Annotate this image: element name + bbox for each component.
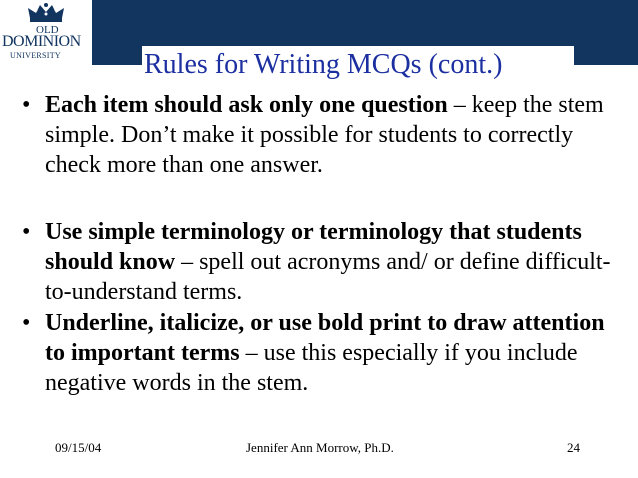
bullet-text: – spell out acronyms and/ or define difficult-to-understand terms.	[45, 249, 611, 305]
bullet-item	[20, 308, 620, 398]
footer-page-number: 24	[567, 440, 580, 455]
logo-line-old: OLD	[36, 24, 59, 36]
bullet-dot: •	[22, 310, 31, 336]
bullet-dot: •	[22, 92, 31, 118]
bullet-item	[20, 217, 620, 307]
slide-footer	[0, 440, 638, 460]
slide-title: Rules for Writing MCQs (cont.)	[142, 46, 574, 84]
bullet-bold-text: Use simple terminology or terminology that students should know	[45, 219, 582, 275]
footer-author: Jennifer Ann Morrow, Ph.D.	[246, 440, 394, 455]
logo-line-dominion: DOMINION	[2, 33, 81, 50]
bullet-bold-text: Each item should ask only one question	[45, 92, 448, 118]
bullet-text: – use this especially if you include negative words in the stem.	[45, 340, 578, 396]
bullet-item	[20, 90, 620, 180]
bullet-bold-text: Underline, italicize, or use bold print to draw attention to important terms	[45, 310, 605, 366]
footer-date: 09/15/04	[55, 440, 102, 455]
bullet-text: – keep the stem simple. Don’t make it possible for students to correctly check more than one answer.	[45, 92, 604, 178]
logo-line-university: UNIVERSITY	[10, 51, 61, 60]
university-logo	[0, 0, 92, 65]
bullet-dot: •	[22, 219, 31, 245]
crown-icon	[26, 2, 66, 24]
bullet-list	[20, 90, 620, 398]
